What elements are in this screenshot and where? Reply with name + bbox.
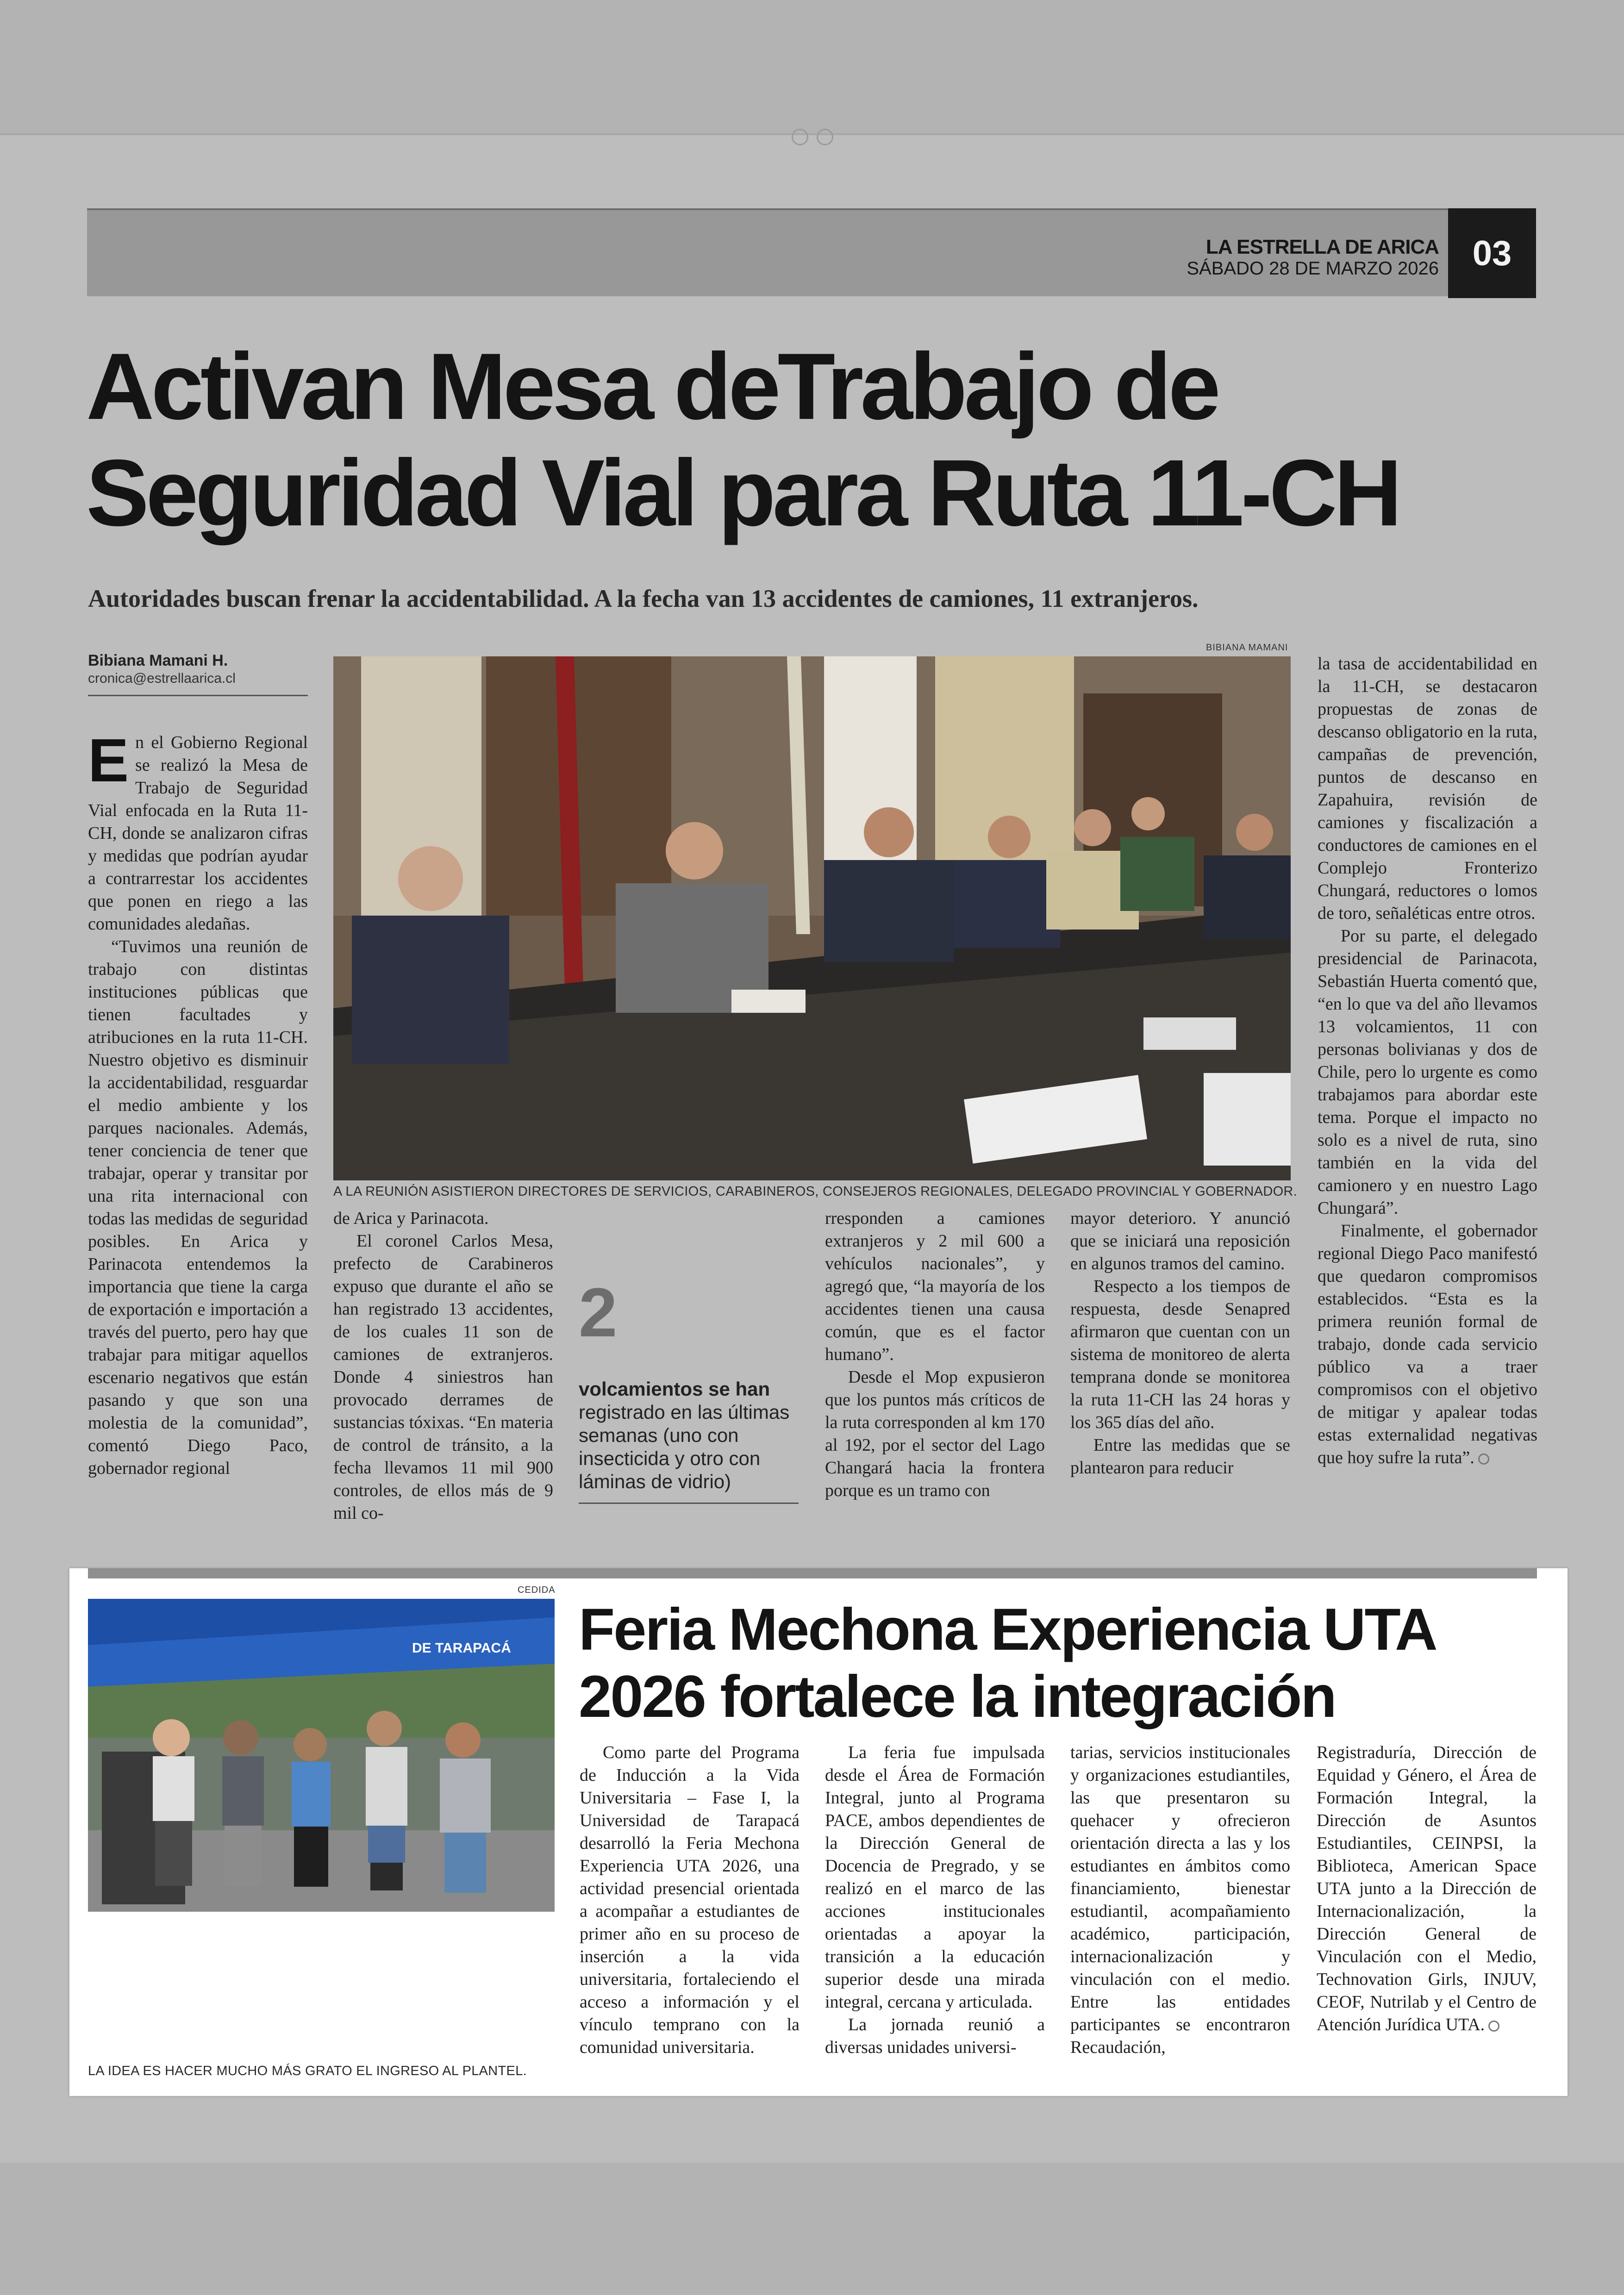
paragraph: Respecto a los tiempos de respuesta, desde Senapred afirmaron que cuentan con un sistema de monitoreo de alerta temprana donde se monitorea la ruta 11-CH las 24 horas y los 365 días del año. — [1070, 1277, 1290, 1432]
page-dot[interactable] — [792, 129, 808, 145]
article-divider — [88, 1568, 1537, 1578]
article-column-2 — [825, 1741, 1045, 2059]
article-headline — [86, 333, 1568, 546]
byline-divider — [88, 695, 308, 696]
paragraph: la tasa de accidentabilidad en la 11-CH, se destacaron propuestas de zonas de descanso obligatorio en la ruta, campañas de prevención, puntos de descanso en Zapahuira, revisión de camiones y fiscalización a conductores de camiones en el Complejo Fronterizo Chungará, reductores o lomos de toro, señaléticas entre otros. — [1318, 654, 1537, 923]
headline-line: Seguridad Vial para Ruta 11-CH — [86, 440, 1399, 546]
paragraph: La jornada reunió a diversas unidades universi- — [825, 2015, 1045, 2057]
meeting-photo — [333, 656, 1291, 1180]
author-name: Bibiana Mamani H. — [88, 652, 228, 669]
photo-credit: BIBIANA MAMANI — [1206, 642, 1288, 653]
pull-quote-text: registrado en las últimas semanas (uno con insecticida y otro con láminas de vidrio) — [579, 1401, 790, 1492]
author-email[interactable]: cronica@estrellaarica.cl — [88, 671, 236, 686]
secondary-headline — [579, 1596, 1551, 1730]
paragraph-text: Registraduría, Dirección de Equidad y Género, el Área de Formación Integral, la Dirección de Asuntos Estudiantiles, CEINPSI, la Biblioteca, American Space UTA junto a la Dirección de Internacionalización, la Dirección General de Vinculación con el Medio, Technovation Girls, INJUV, CEOF, Nutrilab y el Centro de Atención Jurídica UTA. — [1317, 1743, 1537, 2034]
page-number: 03 — [1448, 208, 1536, 298]
headline-line: Activan Mesa deTrabajo de — [86, 334, 1218, 439]
article-column-1 — [88, 726, 308, 1480]
headline-line: Feria Mechona Experiencia UTA — [579, 1597, 1437, 1663]
photo-caption: LA IDEA ES HACER MUCHO MÁS GRATO EL INGRESO AL PLANTEL. — [88, 2064, 527, 2078]
pull-quote — [579, 1378, 801, 1493]
meeting-photo-illustration — [333, 656, 1291, 1180]
drop-cap: E — [88, 726, 129, 794]
newspaper-name: LA ESTRELLA DE ARICA — [1206, 236, 1439, 258]
masthead — [87, 208, 1536, 296]
paragraph — [88, 726, 308, 935]
photo-credit: CEDIDA — [518, 1585, 556, 1595]
paragraph — [1318, 1220, 1537, 1469]
page-dot[interactable] — [817, 129, 833, 145]
photo-caption: A LA REUNIÓN ASISTIERON DIRECTORES DE SERVICIOS, CARABINEROS, CONSEJEROS REGIONALES, DELEGADO PROVINCIAL Y GOBERNADOR. — [333, 1184, 1298, 1199]
students-photo-illustration — [88, 1599, 555, 1912]
paragraph: rresponden a camiones extranjeros y 2 mil 600 a vehículos nacionales”, y agregó que, “la mayoría de los accidentes tienen una causa común, que es el factor humano”. — [825, 1209, 1045, 1364]
pull-quote-divider — [579, 1503, 799, 1504]
byline — [88, 652, 310, 696]
paragraph-text: n el Gobierno Regional se realizó la Mesa de Trabajo de Seguridad Vial enfocada en la Ruta 11-CH, donde se analizaron cifras y medidas que podrían ayudar a contrarrestar los accidentes que ponen en riego a las comunidades aledañas. — [88, 733, 308, 934]
paragraph-text: Finalmente, el gobernador regional Diego Paco manifestó que quedaron compromisos establecidos. “Esta es la primera reunión formal de trabajo, donde cada servicio público va a traer compromisos con el objetivo de mitigar y apalear todas estas externalidad negativas que hoy sufre la ruta”. — [1318, 1221, 1537, 1467]
tent-banner-text: DE TARAPACÁ — [412, 1640, 511, 1656]
article-column-3 — [825, 1207, 1045, 1502]
paragraph: Como parte del Programa de Inducción a la Vida Universitaria – Fase I, la Universidad de Tarapacá desarrolló la Feria Mechona Experiencia UTA 2026, una actividad presencial orientada a acompañar a estudiantes de primer año en su proceso de inserción a la vida universitaria, fortaleciendo el acceso a información y el vínculo temprano con la comunidad universitaria. — [580, 1743, 800, 2057]
end-mark-icon — [1488, 2021, 1499, 2032]
headline-line: 2026 fortalece la integración — [579, 1664, 1336, 1730]
issue-date: SÁBADO 28 DE MARZO 2026 — [1187, 258, 1439, 279]
pull-quote-number: 2 — [579, 1273, 618, 1351]
pull-quote-bold: volcamientos se han — [579, 1378, 770, 1400]
paragraph: de Arica y Parinacota. — [333, 1209, 489, 1228]
paragraph: tarias, servicios institucionales y organizaciones estudiantiles, las que presentaron su quehacer y ofrecieron orientación directa a las y los estudiantes en ámbitos como financiamiento, bienestar estudiantil, acompañamiento académico, participación, internacionalización y vinculación con el medio. Entre las entidades participantes se encontraron Recaudación, — [1070, 1743, 1290, 2057]
article-column-5 — [1318, 653, 1537, 1469]
article-column-2 — [333, 1207, 553, 1525]
paragraph: El coronel Carlos Mesa, prefecto de Carabineros expuso que durante el año se han registrado 13 accidentes, de los cuales 11 son de camiones de extranjeros. Donde 4 siniestros han provocado derrames de sustancias tóxixas. “En materia de control de tránsito, a la fecha llevamos 11 mil 900 controles, de ellos más de 9 mil co- — [333, 1231, 553, 1523]
article-column-4 — [1070, 1207, 1290, 1479]
paragraph: “Tuvimos una reunión de trabajo con distintas instituciones públicas que tienen facultades y atribuciones en la ruta 11-CH. Nuestro objetivo es disminuir la accidentabilidad, resguardar el medio ambiente y los parques nacionales. Además, tener conciencia de tener que trabajar, operar y transitar por una rita internacional con todas las medidas de seguridad posibles. En Arica y Parinacota entendemos la importancia que tiene la carga de exportación e importación a través del puerto, pero hay que trabajar para mitigar aquellos escenario negativos que están pasando y que son una molestia de la comunidad”, comentó Diego Paco, gobernador regional — [88, 937, 308, 1478]
page-indicator — [782, 126, 843, 149]
paragraph: Desde el Mop expusieron que los puntos más críticos de la ruta corresponden al km 170 al 192, por el sector del Lago Changará hacia la frontera porque es un tramo con — [825, 1367, 1045, 1500]
paragraph: Entre las medidas que se plantearon para reducir — [1070, 1435, 1290, 1478]
article-column-4 — [1317, 1741, 1537, 2036]
paragraph: mayor deterioro. Y anunció que se iniciará una reposición en algunos tramos del camino. — [1070, 1209, 1290, 1273]
students-photo — [88, 1599, 555, 1912]
article-subhead: Autoridades buscan frenar la accidentabilidad. A la fecha van 13 accidentes de camiones, 11 extranjeros. — [88, 585, 1199, 612]
end-mark-icon — [1478, 1453, 1489, 1465]
paragraph — [1317, 1741, 1537, 2036]
secondary-article — [69, 1568, 1568, 2096]
article-column-1 — [580, 1741, 800, 2059]
paragraph: Por su parte, el delegado presidencial de Parinacota, Sebastián Huerta comentó que, “en lo que va del año llevamos 13 volcamientos, 11 con personas bolivianas y dos de Chile, pero lo urgente es como trabajamos para abordar este tema. Porque el impacto no solo es a nivel de ruta, sino también en la vida del camionero y en nuestro Lago Chungará”. — [1318, 926, 1537, 1218]
article-column-3 — [1070, 1741, 1290, 2059]
paragraph: La feria fue impulsada desde el Área de Formación Integral, junto al Programa PACE, ambos dependientes de la Dirección General de Docencia de Pregrado, y se realizó en el marco de las acciones institucionales orientadas a apoyar la transición a la educación superior desde una mirada integral, cercana y articulada. — [825, 1743, 1045, 2012]
